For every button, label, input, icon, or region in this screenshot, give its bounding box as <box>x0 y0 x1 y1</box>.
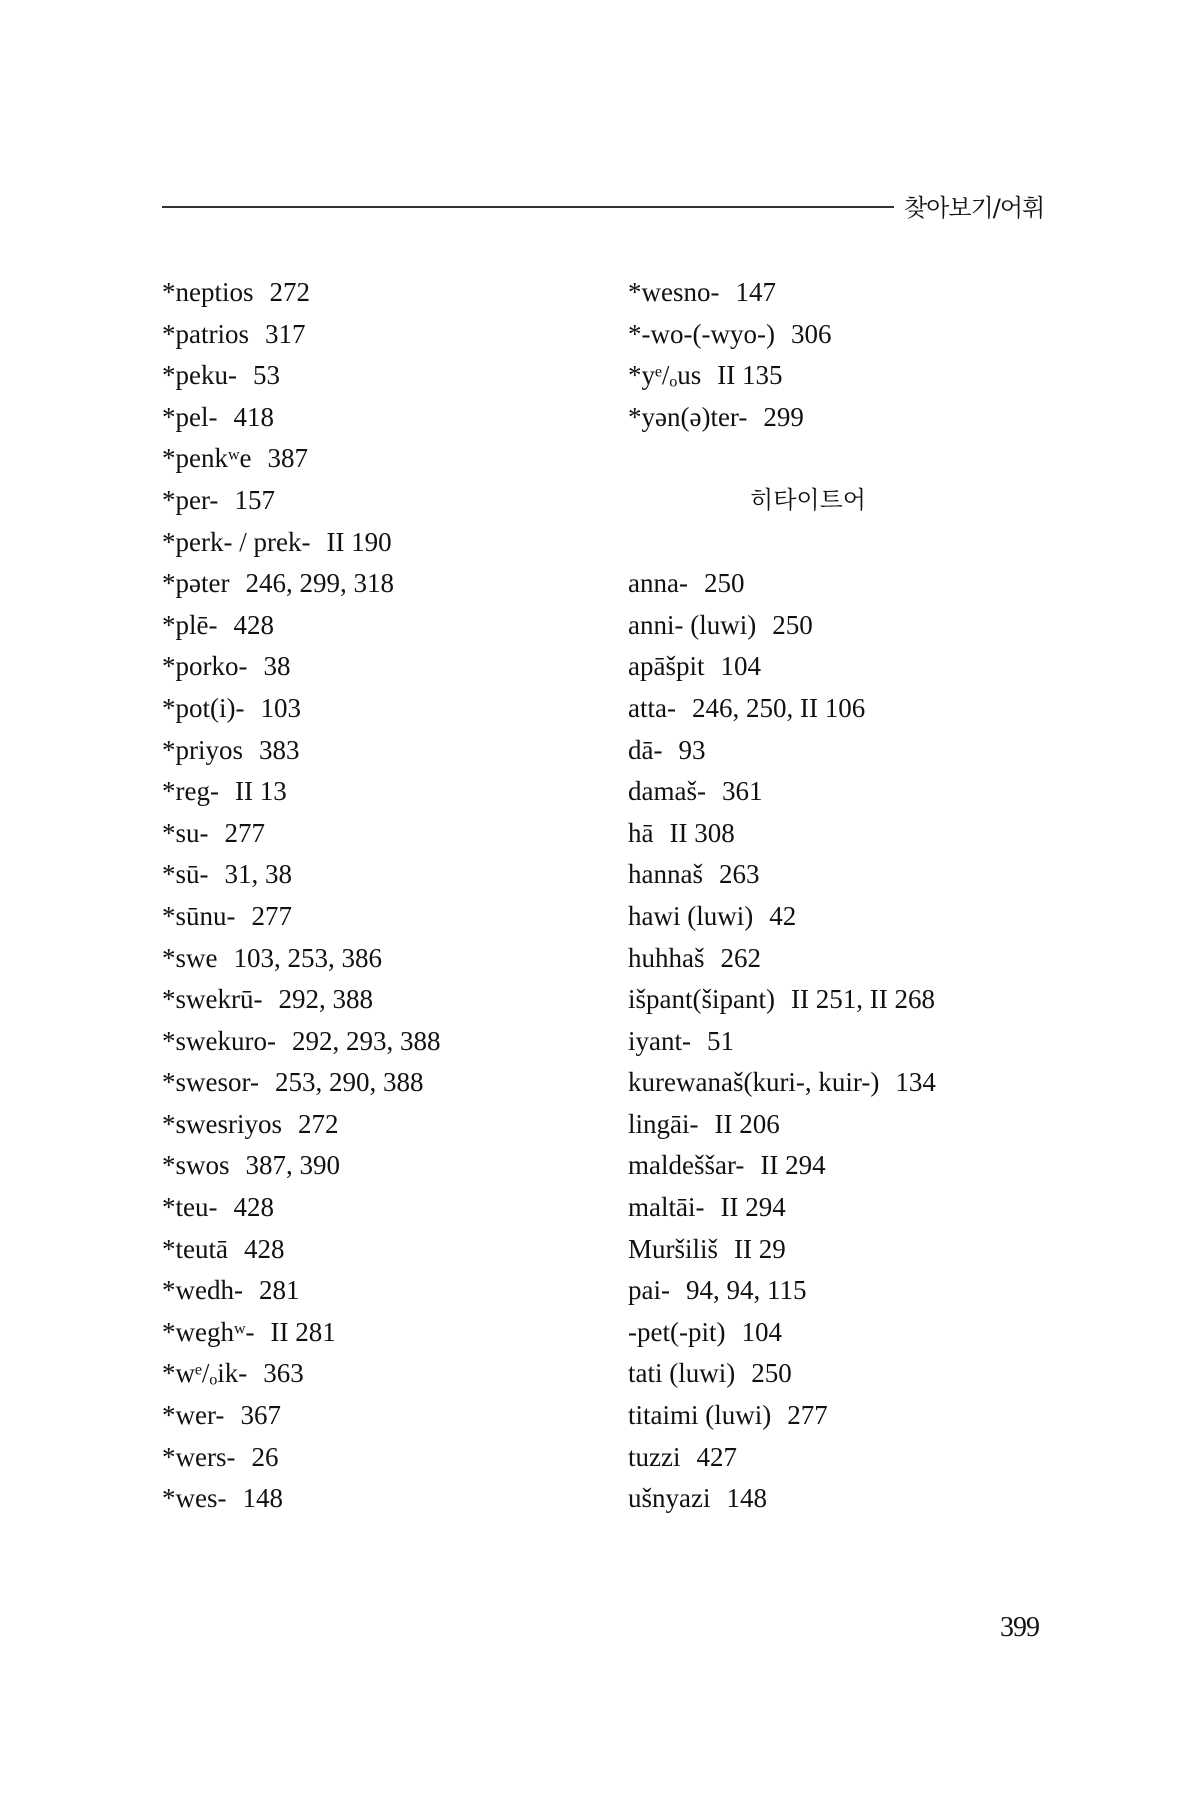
entry-pages: 367 <box>240 1400 281 1431</box>
section-heading-hittite: 히타이트어 <box>750 485 866 514</box>
entry-pages: 387, 390 <box>245 1150 341 1181</box>
index-entry <box>628 1312 1088 1354</box>
index-entry <box>628 938 1088 980</box>
entry-pages: 272 <box>269 277 310 307</box>
entry-term: *teu- <box>162 1192 218 1223</box>
entry-pages: 250 <box>703 568 745 599</box>
entry-pages: 250 <box>772 609 813 640</box>
entry-term: *wes- <box>162 1483 227 1514</box>
entry-term: tuzzi <box>628 1441 681 1472</box>
index-entry <box>628 688 1088 730</box>
index-entry <box>628 1270 1088 1312</box>
entry-term: *swos <box>162 1150 230 1181</box>
entry-term: hawi (luwi) <box>628 900 754 931</box>
entry-pages: II 206 <box>714 1108 780 1139</box>
entry-term: išpant(šipant) <box>628 984 775 1015</box>
entry-term: *penkʷe <box>162 443 252 474</box>
entry-pages: II 294 <box>760 1150 826 1181</box>
index-entry <box>628 813 1088 855</box>
header-rule <box>162 206 894 208</box>
entry-term: *pəter <box>162 568 230 599</box>
entry-pages: 363 <box>263 1358 304 1389</box>
entry-term: tati (luwi) <box>628 1358 736 1389</box>
index-entry <box>162 1312 602 1354</box>
index-entry <box>628 272 1088 314</box>
index-entry <box>162 1104 602 1146</box>
entry-pages: 148 <box>726 1483 767 1514</box>
entry-term: *priyos <box>162 734 243 765</box>
index-entry <box>162 314 602 356</box>
entry-term: *per- <box>162 484 219 515</box>
entry-term: *yᵉ/ₒus <box>628 360 702 391</box>
entry-term: *reg- <box>162 776 219 807</box>
running-head: 찾아보기/어휘 <box>904 194 1045 222</box>
entry-term: anni- (luwi) <box>628 609 757 640</box>
index-entry <box>628 1145 1088 1187</box>
entry-term: huhhaš <box>628 942 705 973</box>
entry-term: anna- <box>628 568 688 599</box>
entry-pages: 299 <box>763 401 804 432</box>
entry-term: *wesno- <box>628 277 720 307</box>
entry-pages: 93 <box>678 734 706 765</box>
index-entry <box>162 813 602 855</box>
index-entry <box>628 563 1088 605</box>
entry-pages: II 190 <box>326 526 392 557</box>
index-entry <box>162 979 602 1021</box>
entry-pages: 26 <box>251 1441 279 1472</box>
entry-pages: II 251, II 268 <box>790 984 935 1015</box>
index-entry <box>162 397 602 439</box>
entry-term: damaš- <box>628 776 706 807</box>
entry-term: *pot(i)- <box>162 692 245 723</box>
entry-term: *wedh- <box>162 1275 243 1306</box>
index-entry <box>628 1187 1088 1229</box>
index-entry <box>628 605 1088 647</box>
index-entry <box>628 1104 1088 1146</box>
entry-pages: 31, 38 <box>224 859 292 890</box>
entry-pages: II 135 <box>717 360 783 391</box>
entry-term: maltāi- <box>628 1192 705 1223</box>
entry-pages: 51 <box>706 1025 734 1056</box>
entry-term: kurewanaš(kuri-, kuir-) <box>628 1067 880 1098</box>
entry-term: *yən(ə)ter- <box>628 401 748 432</box>
entry-term: *swesriyos <box>162 1108 282 1139</box>
entry-pages: 53 <box>252 360 280 391</box>
entry-pages: 277 <box>251 900 292 931</box>
index-entry <box>628 896 1088 938</box>
index-entry <box>162 771 602 813</box>
index-entry <box>162 1062 602 1104</box>
entry-pages: 263 <box>718 859 760 890</box>
index-entry <box>162 272 602 314</box>
index-entry <box>628 314 1088 356</box>
index-entry <box>162 730 602 772</box>
entry-pages: 428 <box>233 609 274 640</box>
index-entry <box>628 730 1088 772</box>
entry-pages: 246, 299, 318 <box>245 568 394 599</box>
entry-term: *wers- <box>162 1441 236 1472</box>
entry-term: *peku- <box>162 360 237 391</box>
entry-term: *wᵉ/ₒik- <box>162 1358 248 1389</box>
index-entry <box>628 646 1088 688</box>
entry-term: *perk- / prek- <box>162 526 311 557</box>
entry-term: *neptios <box>162 277 254 307</box>
entry-term: -pet(-pit) <box>628 1316 726 1347</box>
index-entry <box>162 938 602 980</box>
entry-term: apāšpit <box>628 651 705 682</box>
entry-pages: 250 <box>751 1358 792 1389</box>
entry-term: lingāi- <box>628 1108 699 1139</box>
index-entry <box>162 563 602 605</box>
entry-pages: 292, 293, 388 <box>291 1025 441 1056</box>
entry-term: *porko- <box>162 651 248 682</box>
entry-term: atta- <box>628 692 676 723</box>
entry-term: maldeššar- <box>628 1150 745 1181</box>
entry-term: *pel- <box>162 401 218 432</box>
index-entry <box>162 1145 602 1187</box>
entry-term: *patrios <box>162 318 249 349</box>
index-entry <box>162 1229 602 1271</box>
index-entry <box>162 522 602 564</box>
entry-pages: 104 <box>741 1316 782 1347</box>
entry-term: hā <box>628 817 654 848</box>
entry-pages: 104 <box>720 651 761 682</box>
entry-pages: II 294 <box>720 1192 786 1223</box>
index-entry <box>628 854 1088 896</box>
entry-term: ušnyazi <box>628 1483 711 1514</box>
entry-term: titaimi (luwi) <box>628 1400 772 1431</box>
entry-term: *swekrū- <box>162 984 263 1015</box>
index-entry <box>162 1478 602 1520</box>
entry-pages: 272 <box>298 1108 339 1139</box>
index-entry <box>628 771 1088 813</box>
section-spacer <box>628 438 1088 480</box>
entry-term: iyant- <box>628 1025 691 1056</box>
index-entry <box>628 1395 1088 1437</box>
entry-pages: II 13 <box>234 776 287 807</box>
entry-term: Muršiliš <box>628 1233 719 1264</box>
entry-pages: 38 <box>263 651 291 682</box>
entry-pages: 387 <box>267 443 309 474</box>
entry-pages: 277 <box>224 817 265 848</box>
entry-pages: 292, 388 <box>278 984 373 1015</box>
entry-pages: 306 <box>790 318 832 349</box>
entry-pages: 428 <box>243 1233 285 1264</box>
index-entry <box>628 1229 1088 1271</box>
entry-pages: 427 <box>696 1441 737 1472</box>
entry-pages: 383 <box>259 734 300 765</box>
entry-term: pai- <box>628 1275 670 1306</box>
index-entry <box>628 1062 1088 1104</box>
index-entry <box>162 438 602 480</box>
index-entry <box>162 1353 602 1395</box>
index-entry <box>162 480 602 522</box>
index-entry <box>628 1021 1088 1063</box>
entry-pages: II 308 <box>669 817 735 848</box>
left-column <box>162 272 602 1520</box>
entry-term: hannaš <box>628 859 703 890</box>
entry-pages: 277 <box>787 1400 828 1431</box>
entry-term: *-wo-(-wyo-) <box>628 318 775 349</box>
index-entry <box>162 896 602 938</box>
entry-pages: 94, 94, 115 <box>685 1275 807 1306</box>
entry-term: *teutā <box>162 1233 228 1264</box>
index-entry <box>162 1021 602 1063</box>
index-entry <box>628 355 1088 397</box>
entry-pages: 148 <box>242 1483 283 1514</box>
index-entry <box>628 1478 1088 1520</box>
entry-pages: 134 <box>895 1067 936 1098</box>
entry-pages: 317 <box>265 318 306 349</box>
entry-pages: 246, 250, II 106 <box>691 692 866 723</box>
page-number: 399 <box>1000 1612 1039 1643</box>
index-entry <box>162 1187 602 1229</box>
right-column <box>628 272 1088 1520</box>
entry-term: *swesor- <box>162 1067 259 1098</box>
index-entry <box>628 1353 1088 1395</box>
entry-term: *su- <box>162 817 209 848</box>
entry-pages: II 29 <box>734 1233 786 1264</box>
entry-term: *wer- <box>162 1400 225 1431</box>
entry-term: *sūnu- <box>162 900 236 931</box>
index-entry <box>162 854 602 896</box>
entry-term: *plē- <box>162 609 218 640</box>
entry-pages: 418 <box>233 401 274 432</box>
entry-pages: 157 <box>234 484 275 515</box>
entry-pages: 428 <box>233 1192 274 1223</box>
index-entry <box>628 397 1088 439</box>
index-entry <box>628 1437 1088 1479</box>
index-entry <box>162 605 602 647</box>
index-entry <box>162 646 602 688</box>
entry-pages: 42 <box>769 900 797 931</box>
entry-term: *swe <box>162 942 218 973</box>
index-entry <box>162 355 602 397</box>
entry-pages: 147 <box>735 277 776 307</box>
index-entry <box>162 1270 602 1312</box>
entry-pages: 281 <box>258 1275 300 1306</box>
index-entry <box>162 1395 602 1437</box>
entry-term: *swekuro- <box>162 1025 276 1056</box>
index-entry <box>628 979 1088 1021</box>
entry-pages: 103 <box>260 692 301 723</box>
entry-pages: 262 <box>720 942 761 973</box>
entry-pages: 361 <box>721 776 763 807</box>
entry-pages: II 281 <box>270 1316 336 1347</box>
entry-term: *weghʷ- <box>162 1316 255 1347</box>
index-entry <box>162 688 602 730</box>
entry-pages: 253, 290, 388 <box>274 1067 424 1098</box>
entry-term: *sū- <box>162 859 209 890</box>
entry-term: dā- <box>628 734 663 765</box>
entry-pages: 103, 253, 386 <box>233 942 382 973</box>
index-entry <box>162 1437 602 1479</box>
